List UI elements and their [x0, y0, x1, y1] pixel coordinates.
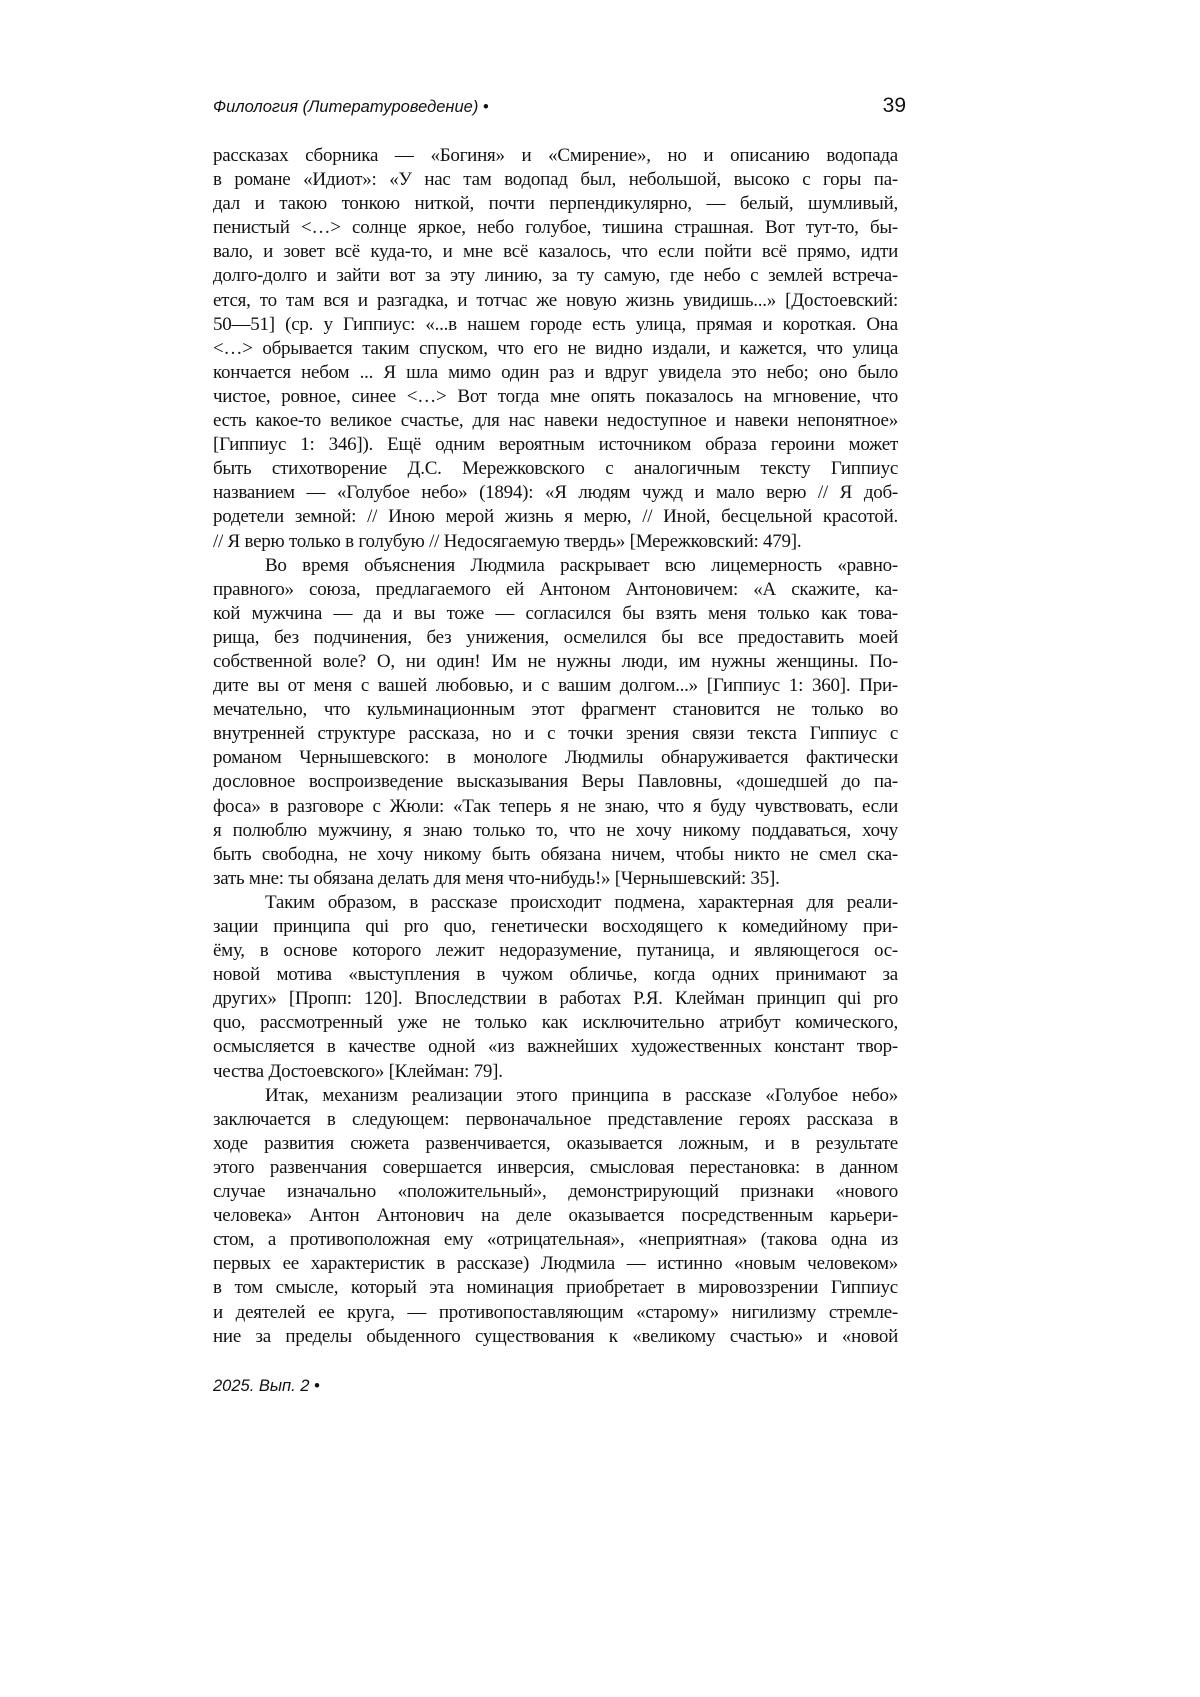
text-line: родетели земной: // Иною мерой жизнь я мерю, // Иной, бесцельной красотой. [213, 506, 898, 528]
text-line: первых ее характеристик в рассказе) Людмила — истинно «новым человеком» [213, 1253, 898, 1275]
text-line: названием — «Голубое небо» (1894): «Я людям чужд и мало верю // Я доб- [213, 482, 898, 504]
paragraph [213, 891, 898, 1084]
running-footer: 2025. Вып. 2 • [213, 1377, 320, 1395]
text-line: быть свободна, не хочу никому быть обязана ничем, чтобы никто не смел ска- [213, 843, 898, 865]
text-line: зации принципа qui pro quo, генетически восходящего к комедийному при- [213, 916, 898, 937]
text-line: долго-долго и зайти вот за эту линию, за ту самую, где небо с землей встреча- [213, 265, 898, 287]
text-line: кончается небом ... Я шла мимо один раз и вдруг увидела это небо; оно было [213, 361, 898, 383]
text-line: ется, то там вся и разгадка, и тотчас же новую жизнь увидишь...» [Достоевский: [213, 289, 898, 311]
text-line: собственной воле? О, ни один! Им не нужны люди, им нужны женщины. По- [213, 650, 898, 672]
text-line: рассказах сборника — «Богиня» и «Смирение», но и описанию водопада [213, 145, 898, 166]
text-line: вало, и зовет всё куда-то, и мне всё казалось, что если пойти всё прямо, идти [213, 241, 898, 263]
text-line: есть какое-то великое счастье, для нас навеки недоступное и навеки непонятное» [213, 410, 898, 432]
article-body [213, 144, 898, 1349]
text-line: Таким образом, в рассказе происходит подмена, характерная для реали- [265, 891, 898, 913]
text-line: рища, без подчинения, без унижения, осмелился бы все предоставить моей [213, 626, 898, 648]
text-line: ходе развития сюжета развенчивается, оказывается ложным, и в результате [213, 1132, 898, 1154]
text-line: в романе «Идиот»: «У нас там водопад был, небольшой, высоко с горы па- [213, 169, 898, 191]
text-line: quo, рассмотренный уже не только как исключительно атрибут комического, [213, 1012, 898, 1034]
paragraph [213, 554, 898, 891]
text-line: чества Достоевского» [Клейман: 79]. [213, 1060, 503, 1082]
text-line: человека» Антон Антонович на деле оказывается посредственным карьери- [213, 1205, 898, 1227]
text-line: быть стихотворение Д.С. Мережковского с аналогичным тексту Гиппиус [213, 458, 898, 480]
text-line: романом Чернышевского: в монологе Людмилы обнаруживается фактически [213, 747, 898, 769]
text-line: случае изначально «положительный», демонстрирующий признаки «нового [213, 1181, 898, 1203]
page-number: 39 [882, 94, 906, 117]
text-line: // Я верю только в голубую // Недосягаемую твердь» [Мережковский: 479]. [213, 530, 802, 552]
text-line: дал и такою тонкою ниткой, почти перпендикулярно, — белый, шумливый, [213, 193, 898, 215]
running-header [213, 94, 906, 120]
text-line: пенистый <…> солнце яркое, небо голубое, тишина страшная. Вот тут-то, бы- [213, 217, 898, 239]
text-line: ёму, в основе которого лежит недоразумение, путаница, и являющегося ос- [213, 940, 898, 962]
paragraph [213, 144, 898, 554]
text-line: Во время объяснения Людмила раскрывает всю лицемерность «равно- [265, 554, 898, 576]
text-line: Итак, механизм реализации этого принципа в рассказе «Голубое небо» [265, 1084, 898, 1106]
text-line: фоса» в разговоре с Жюли: «Так теперь я не знаю, что я буду чувствовать, если [213, 795, 898, 817]
paragraph [213, 1084, 898, 1349]
journal-section-title: Филология (Литературоведение) • [213, 98, 489, 116]
text-line: правного» союза, предлагаемого ей Антоном Антоновичем: «А скажите, ка- [213, 578, 898, 600]
text-line: зать мне: ты обязана делать для меня что-нибудь!» [Чернышевский: 35]. [213, 867, 780, 889]
text-line: дословное воспроизведение высказывания Веры Павловны, «дошедшей до па- [213, 771, 898, 793]
text-line: других» [Пропп: 120]. Впоследствии в работах Р.Я. Клейман принцип qui pro [213, 988, 898, 1010]
text-line: ние за пределы обыденного существования к «великому счастью» и «новой [213, 1325, 898, 1347]
text-line: [Гиппиус 1: 346]). Ещё одним вероятным источником образа героини может [213, 434, 898, 456]
text-line: я полюблю мужчину, я знаю только то, что не хочу никому поддаваться, хочу [213, 819, 898, 841]
text-line: и деятелей ее круга, — противопоставляющим «старому» нигилизму стремле- [213, 1301, 898, 1323]
text-line: стом, а противоположная ему «отрицательная», «неприятная» (такова одна из [213, 1229, 898, 1251]
text-line: 50—51] (ср. у Гиппиус: «...в нашем городе есть улица, прямая и короткая. Она [213, 313, 898, 335]
text-line: осмысляется в качестве одной «из важнейших художественных констант твор- [213, 1036, 898, 1058]
text-line: этого развенчания совершается инверсия, смысловая перестановка: в данном [213, 1156, 898, 1178]
text-line: мечательно, что кульминационным этот фрагмент становится не только во [213, 699, 898, 721]
text-line: в том смысле, который эта номинация приобретает в мировоззрении Гиппиус [213, 1277, 898, 1299]
text-line: внутренней структуре рассказа, но и с точки зрения связи текста Гиппиус с [213, 723, 898, 745]
text-line: чистое, ровное, синее <…> Вот тогда мне опять показалось на мгновение, что [213, 385, 898, 407]
text-line: дите вы от меня с вашей любовью, и с вашим долгом...» [Гиппиус 1: 360]. При- [213, 675, 898, 697]
text-line: новой мотива «выступления в чужом обличье, когда одних принимают за [213, 964, 898, 986]
text-line: заключается в следующем: первоначальное представление героях рассказа в [213, 1108, 898, 1130]
text-line: кой мужчина — да и вы тоже — согласился бы взять меня только как това- [213, 602, 898, 624]
text-line: <…> обрывается таким спуском, что его не видно издали, и кажется, что улица [213, 337, 898, 359]
